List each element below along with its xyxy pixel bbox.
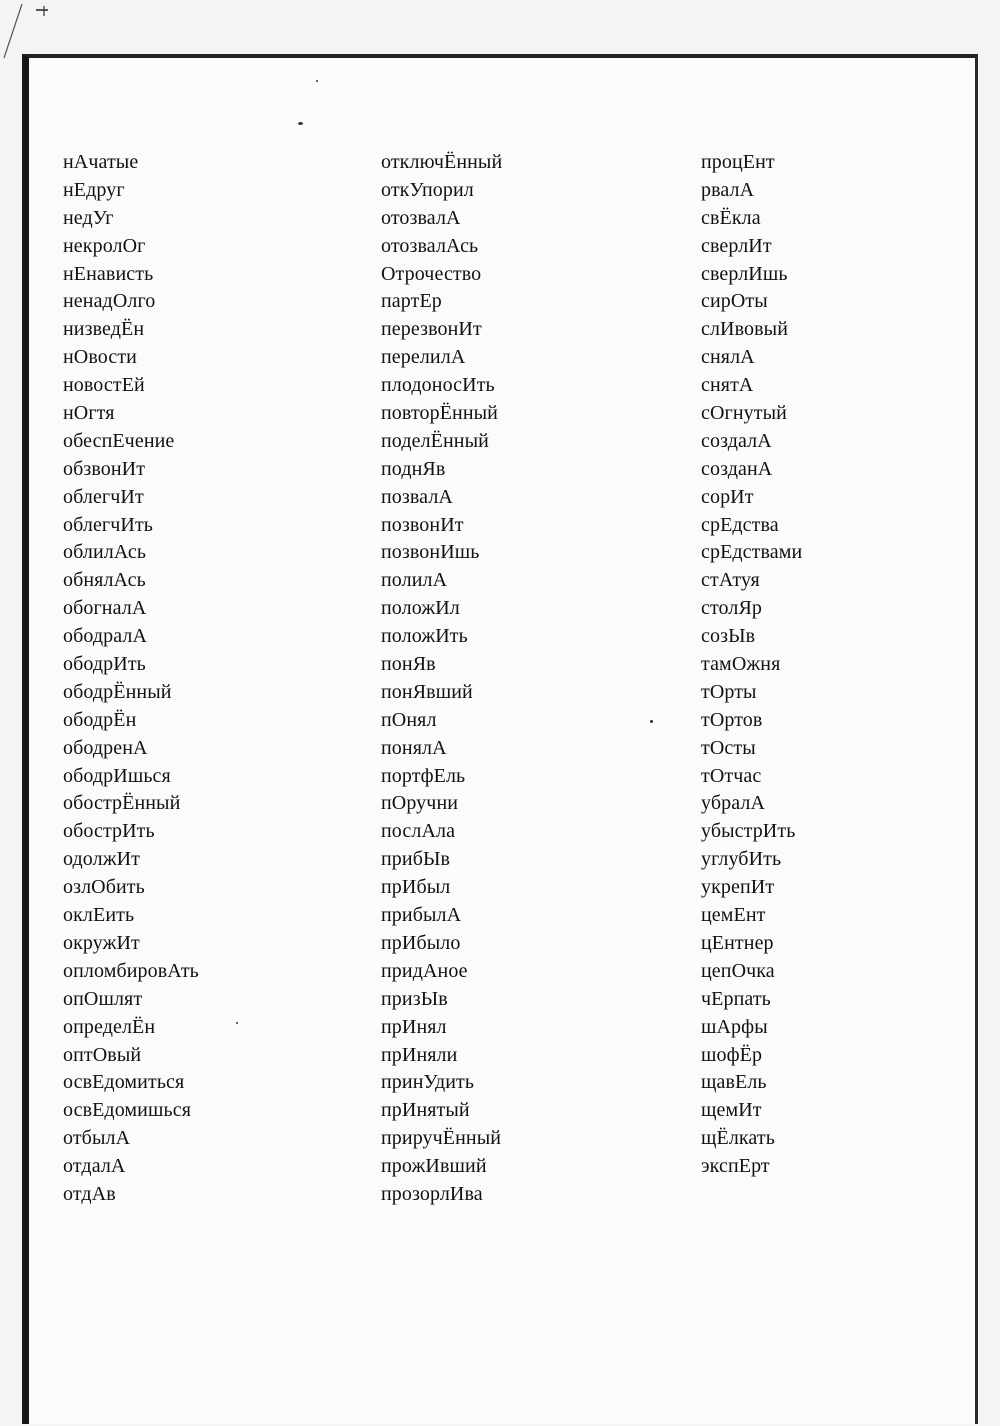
word-item: плодоносИть <box>381 374 495 397</box>
word-item: приручЁнный <box>381 1127 502 1150</box>
word-item: снятА <box>701 374 754 397</box>
word-item: убралА <box>701 792 765 815</box>
word-item: понЯвший <box>381 680 473 703</box>
word-item: тОсты <box>701 736 756 759</box>
word-item: прИняли <box>381 1043 458 1066</box>
word-item: прибЫв <box>381 848 451 871</box>
word-item: придАное <box>381 959 468 982</box>
word-item: ободрИть <box>63 653 146 676</box>
word-item: ободралА <box>63 625 148 648</box>
word-item: снялА <box>701 346 755 369</box>
word-item: облилАсь <box>63 541 147 564</box>
word-item: стАтуя <box>701 569 760 592</box>
word-item: прИнял <box>381 1015 447 1038</box>
word-item: шАрфы <box>701 1015 768 1038</box>
scan-speck <box>298 122 303 125</box>
word-item: срЕдствами <box>701 541 803 564</box>
scan-speck <box>316 80 318 82</box>
word-item: понялА <box>381 736 447 759</box>
word-item: обогналА <box>63 597 147 620</box>
word-item: тОртов <box>701 708 763 731</box>
word-item: тамОжня <box>701 653 781 676</box>
word-item: оклЕить <box>63 904 135 927</box>
word-item: прИнятый <box>381 1099 470 1122</box>
word-item: обострЁнный <box>63 792 181 815</box>
word-item: облегчИть <box>63 513 154 536</box>
word-item: нОвости <box>63 346 137 369</box>
word-item: ободренА <box>63 736 148 759</box>
word-item: повторЁнный <box>381 402 498 425</box>
word-item: прибылА <box>381 904 462 927</box>
word-item: поделЁнный <box>381 429 489 452</box>
word-list-sheet <box>22 54 978 1424</box>
word-item: освЕдомишься <box>63 1099 191 1122</box>
word-item: определЁн <box>63 1015 156 1038</box>
word-item: сверлИшь <box>701 262 788 285</box>
word-item: нЕнависть <box>63 262 154 285</box>
word-item: позвалА <box>381 485 453 508</box>
word-item: перезвонИт <box>381 318 482 341</box>
word-item: цепОчка <box>701 959 775 982</box>
word-item: облегчИт <box>63 485 144 508</box>
word-item: щЁлкать <box>701 1127 775 1150</box>
word-item: нАчатые <box>63 151 139 173</box>
word-item: опОшлят <box>63 987 143 1010</box>
word-item: столЯр <box>701 597 763 620</box>
word-item: пОнял <box>381 708 437 731</box>
word-item: партЕр <box>381 290 442 313</box>
word-item: портфЕль <box>381 764 466 787</box>
word-item: обострИть <box>63 820 155 843</box>
word-item: сОгнутый <box>701 402 787 425</box>
word-item: нОгтя <box>63 402 115 425</box>
word-item: окружИт <box>63 931 140 954</box>
scan-speck <box>236 1022 238 1024</box>
word-item: убыстрИть <box>701 820 796 843</box>
word-item: отдАв <box>63 1182 116 1205</box>
word-item: щавЕль <box>701 1071 767 1094</box>
word-column-2 <box>381 149 502 1209</box>
word-item: обеспЕчение <box>63 429 175 452</box>
scan-speck <box>650 720 653 723</box>
word-item: процЕнт <box>701 151 775 173</box>
word-item: чЕрпать <box>701 987 771 1010</box>
word-item: сирОты <box>701 290 768 313</box>
word-item: принУдить <box>381 1071 475 1094</box>
word-item: созЫв <box>701 625 756 648</box>
word-item: ненадОлго <box>63 290 156 313</box>
word-item: одолжИт <box>63 848 141 871</box>
word-item: создалА <box>701 429 772 452</box>
word-item: прИбыл <box>381 876 451 899</box>
word-item: тОтчас <box>701 764 762 787</box>
word-item: освЕдомиться <box>63 1071 185 1094</box>
word-item: позвонИшь <box>381 541 480 564</box>
word-item: прозорлИва <box>381 1182 483 1205</box>
word-item: отозвалАсь <box>381 234 479 257</box>
word-item: низведЁн <box>63 318 145 341</box>
word-column-1 <box>63 149 199 1209</box>
word-item: полилА <box>381 569 448 592</box>
word-item: положИл <box>381 597 460 620</box>
word-item: положИть <box>381 625 468 648</box>
word-item: призЫв <box>381 987 448 1010</box>
word-item: экспЕрт <box>701 1155 770 1178</box>
word-item: некролОг <box>63 234 146 257</box>
word-item: ободрЁн <box>63 708 137 731</box>
word-item: отозвалА <box>381 206 461 229</box>
word-item: свЁкла <box>701 206 761 229</box>
word-item: рвалА <box>701 178 755 201</box>
word-item: озлОбить <box>63 876 145 899</box>
word-item: позвонИт <box>381 513 464 536</box>
word-item: поднЯв <box>381 457 446 480</box>
word-item: слИвовый <box>701 318 788 341</box>
word-item: ободрИшься <box>63 764 171 787</box>
word-item: срЕдства <box>701 513 779 536</box>
word-item: прИбыло <box>381 931 461 954</box>
word-item: отдалА <box>63 1155 126 1178</box>
word-item: оптОвый <box>63 1043 142 1066</box>
word-item: Отрочество <box>381 262 482 285</box>
word-item: откУпорил <box>381 178 474 201</box>
word-item: цЕнтнер <box>701 931 774 954</box>
word-item: перелилА <box>381 346 466 369</box>
word-item: понЯв <box>381 653 436 676</box>
word-column-3 <box>701 149 802 1181</box>
word-item: послАла <box>381 820 456 843</box>
word-item: прожИвший <box>381 1155 487 1178</box>
word-item: недУг <box>63 206 114 229</box>
word-item: пОручни <box>381 792 459 815</box>
word-item: отбылА <box>63 1127 131 1150</box>
word-item: тОрты <box>701 680 757 703</box>
word-item: новостЕй <box>63 374 145 397</box>
word-item: ободрЁнный <box>63 680 172 703</box>
word-item: обнялАсь <box>63 569 146 592</box>
word-item: отключЁнный <box>381 151 503 173</box>
word-item: созданА <box>701 457 773 480</box>
word-item: укрепИт <box>701 876 775 899</box>
word-item: опломбировАть <box>63 959 199 982</box>
corner-fold-mark <box>0 0 60 60</box>
word-item: обзвонИт <box>63 457 146 480</box>
word-item: нЕдруг <box>63 178 125 201</box>
word-item: цемЕнт <box>701 904 766 927</box>
word-item: углубИть <box>701 848 782 871</box>
word-item: щемИт <box>701 1099 762 1122</box>
word-item: сверлИт <box>701 234 772 257</box>
word-item: сорИт <box>701 485 754 508</box>
word-item: шофЁр <box>701 1043 763 1066</box>
